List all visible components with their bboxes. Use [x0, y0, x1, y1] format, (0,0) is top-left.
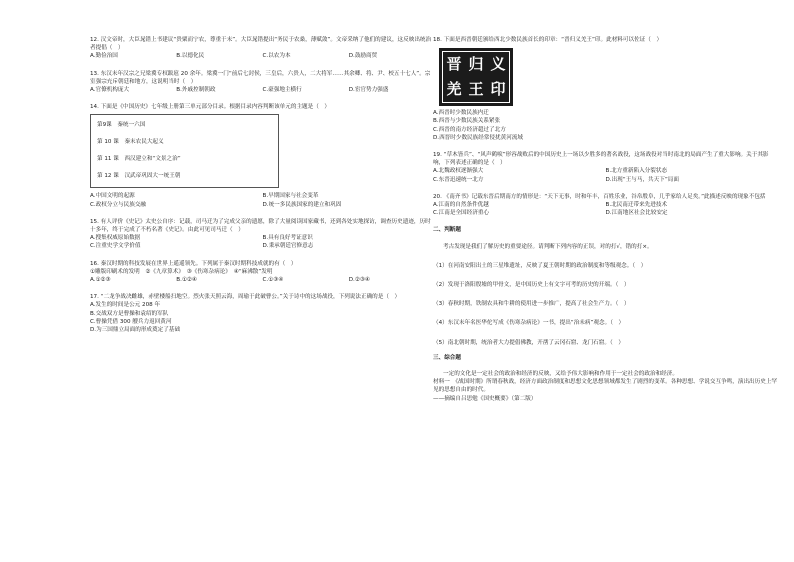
option-b: B.西晋与少数民族关系紧张	[433, 118, 501, 125]
material-source: ——摘编自吕思勉《国史概要》（第二版）	[433, 395, 537, 402]
options	[90, 234, 435, 250]
question-stem: 14. 下面是《中国历史》七年级上册第三单元部分目录。根据目录内容判断该单元的主题是（ ）	[90, 104, 331, 111]
option-d: D.为三国鼎立局面的形成奠定了基础	[90, 327, 180, 334]
seal-inner-border	[442, 51, 510, 103]
option-d: D.②③④	[348, 277, 370, 284]
lesson-item: 第9课 秦统一六国	[97, 122, 146, 129]
option-b: B.北方重新陷入分裂状态	[605, 168, 668, 175]
option-a: A.①②③	[90, 277, 111, 284]
seal-char: 王	[468, 80, 484, 99]
right-column	[433, 36, 778, 403]
options	[433, 201, 778, 217]
option-d: D.江南地区社会比较安定	[605, 210, 668, 217]
option-c: C.以农为本	[262, 53, 291, 60]
option-c: C.①③④	[262, 277, 284, 284]
question-16	[90, 260, 435, 285]
options	[433, 109, 778, 142]
option-d: D.出现“王与马，共天下”局面	[605, 176, 679, 183]
options	[90, 301, 435, 334]
judgement-item: （1）在河南安阳出土的三星堆遗址，反映了夏王朝时期的政治制度和等级观念。（ ）	[433, 262, 647, 269]
option-c: C.豪强地主横行	[262, 87, 302, 94]
option-a: A.搜集权威原始数据	[90, 235, 141, 242]
seal-char: 印	[490, 80, 506, 99]
lesson-item: 第 11 课 西汉建立和“文景之治”	[97, 156, 181, 163]
question-17	[90, 293, 435, 334]
option-b: B.以德化民	[176, 53, 205, 60]
question-18	[433, 36, 778, 142]
seal-stamp-image	[439, 48, 513, 106]
option-c: C.注重史学文学价值	[90, 243, 141, 250]
question-stem: 18. 下面是西晋朝廷颁给西北少数民族首长的印章：“晋归义羌王”印。此材料可以佐证（ ）	[433, 37, 663, 43]
option-d: D.秉承朝廷官修意志	[262, 243, 314, 250]
options	[90, 86, 435, 94]
option-c: C.江南是全国经济重心	[433, 210, 490, 217]
section-heading-comprehensive: 三、综合题	[433, 354, 461, 361]
seal-char: 归	[468, 55, 484, 74]
material-one: 材料一 《战国时期》所谓春秋战，经济方面政治制度和思想文化思想领域都发生了剧烈的变革。各种思想、学说交互争鸣，演出出历史上罕见的思想自由的时代。	[433, 379, 778, 394]
question-15	[90, 218, 435, 251]
question-stem: 13. 东汉末年汉宗之兄梁冀专权跋扈 20 余年。梁冀一门“前后七封侯，三皇后，六贵人，二大将军……其余卿、将、尹、校五十七人”。宗室强宗充斥朝廷和地方，这说明当时（ ）	[90, 70, 431, 85]
section-heading-judgement: 二、判断题	[433, 227, 461, 234]
question-14	[90, 103, 435, 209]
options	[90, 192, 435, 208]
option-a: A.中国文明的起源	[90, 193, 135, 200]
options	[90, 52, 435, 60]
question-items: ①雕版印刷术的发明 ②《九章算术》 ③《伤寒杂病论》 ④“麻沸散”发明	[90, 268, 273, 275]
question-stem: 12. 汉文帝时，大臣晁错上书建议“贵粟而宁农，尊重于末”。大臣晁错提出“务民于农桑，薄赋敛”。文帝采纳了他们的建议，这反映出统治者提倡（ ）	[90, 37, 432, 52]
option-c: C.政权分立与民族交融	[90, 201, 147, 208]
lesson-table-of-contents	[90, 114, 279, 188]
option-d: D.宦官势力强盛	[348, 87, 389, 94]
option-d: D.西晋时少数民族经常侵扰黄河流域	[433, 134, 523, 141]
seal-char: 晋	[446, 55, 462, 74]
question-stem: 17. “二龙争战决雌雄，赤壁楼船扫地空。烈火张天照云海，周瑜于此破曹公。”关于诗中的这场战役，下列说法正确的是（ ）	[90, 294, 401, 301]
option-c: C.西晋的南方经济超过了北方	[433, 126, 506, 133]
material-intro: 一定的文化是一定社会的政治和经济的反映，又给予伟大影响和作用于一定社会的政治和经济。	[443, 371, 678, 378]
comprehensive-question	[433, 370, 778, 403]
option-b: B.北民南迁带来先进技术	[605, 202, 668, 209]
judgement-item: （4）东汉末年名医华佗写成《伤寒杂病论》一书，提出“治未病”观念。（ ）	[433, 320, 625, 327]
options	[90, 276, 435, 284]
seal-char: 义	[490, 55, 506, 74]
judgement-questions	[433, 243, 778, 347]
option-a: A.西晋时少数民族内迁	[433, 110, 489, 117]
question-19	[433, 151, 778, 184]
lesson-item: 第 12 课 汉武帝巩固大一统王朝	[97, 173, 181, 180]
question-stem: 15. 有人评价《史记》太史公自序：记载，司马迁为了完成父亲的遗愿，除了大量阅读国家藏书，还到各处实地探访，调查历史遗迹，历时十多年，终于完成了不朽名著《史记》。由此可见司马迁（ ）	[90, 218, 431, 234]
judgement-item: （3）春秋时期，铁制农具和牛耕的使用进一步推广，提高了社会生产力。（ ）	[433, 301, 630, 308]
option-a: A.官僚机构庞大	[90, 87, 130, 94]
options	[433, 167, 778, 183]
left-column	[90, 36, 435, 343]
option-c: C.曹操凭借 300 艘兵力返回黄河	[90, 318, 172, 325]
question-13	[90, 70, 435, 95]
question-stem: 16. 秦汉时期的科技发展在世界上遥遥领先。下列属于秦汉时期科技成就的有（ ）	[90, 260, 297, 267]
judgement-item: （5）南北朝时期，统治者大力提倡佛教，开凿了云冈石窟、龙门石窟。（ ）	[433, 339, 624, 346]
option-d: D.鼓励商贸	[348, 53, 378, 60]
option-c: C.东晋迅速统一北方	[433, 176, 484, 183]
option-a: A.勤俭治国	[90, 53, 118, 60]
option-b: B.外戚控制朝政	[176, 87, 216, 94]
question-stem: 19. “草木皆兵”、“风声鹤唳”形容战败后的中国历史上一场以少胜多的著名战役，这场战役对当时南北的局面产生了重大影响。关于其影响，下列表述正确的是（ ）	[433, 152, 769, 167]
option-b: B.具有良好考证意识	[262, 235, 313, 242]
question-20	[433, 193, 778, 218]
option-b: B.交战双方是曹操和袁绍的军队	[90, 310, 169, 317]
seal-char: 羌	[446, 80, 462, 99]
option-a: A.北魏政权逐渐强大	[433, 168, 484, 175]
option-b: B.①②④	[176, 277, 197, 284]
question-12	[90, 36, 435, 61]
option-a: A.发生的时间是公元 208 年	[90, 302, 161, 309]
judgement-intro: 考古发现是我们了解历史的重要途径。请判断下列内容的正误，对的打√，错的打×。	[443, 243, 653, 250]
judgement-item: （2）发现于洛阳殷墟的甲骨文，是中国历史上有文字可考的历史的开端。（ ）	[433, 282, 630, 289]
option-d: D.统一多民族国家的建立和巩固	[262, 201, 342, 208]
lesson-item: 第 10 课 秦末农民大起义	[97, 139, 164, 146]
option-a: A.江南的自然条件优越	[433, 202, 489, 209]
option-b: B.早期国家与社会变革	[262, 193, 319, 200]
question-stem: 20. 《南齐书》记载东晋后期南方的情形是：“天下无事，时和年丰，百姓乐业，谷帛殷阜，几乎家给人足矣。”此描述反映的现象不包括	[433, 193, 766, 200]
